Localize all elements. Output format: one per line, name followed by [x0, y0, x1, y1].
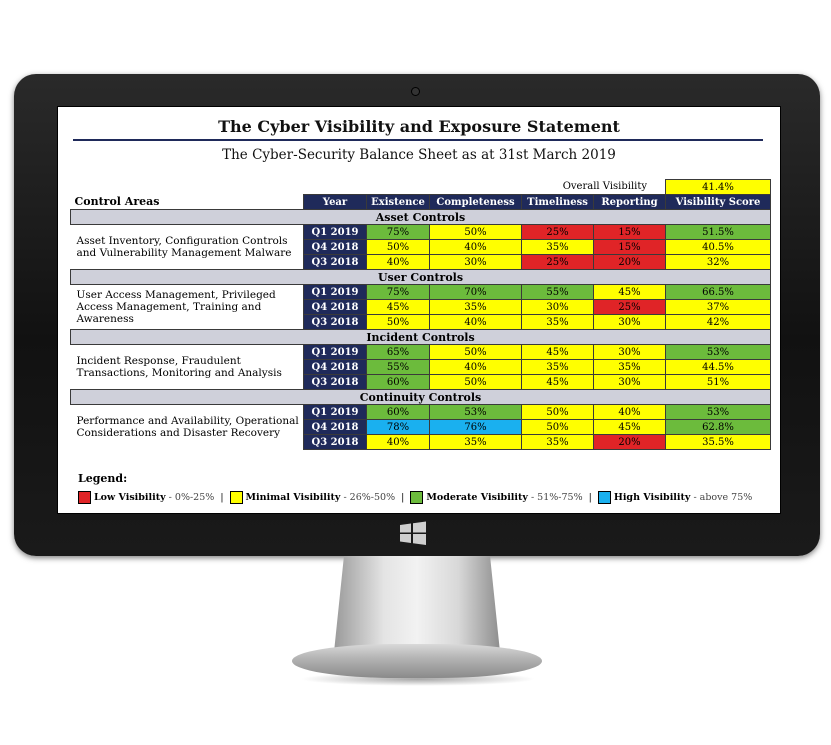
legend-swatch	[230, 491, 243, 504]
score-cell: 53%	[430, 405, 522, 420]
score-cell: 51.5%	[666, 225, 771, 240]
score-cell: 75%	[367, 225, 430, 240]
score-cell: 50%	[367, 240, 430, 255]
score-cell: 76%	[430, 420, 522, 435]
year-cell: Q3 2018	[304, 375, 367, 390]
score-cell: 75%	[367, 285, 430, 300]
score-cell: 50%	[522, 405, 594, 420]
score-cell: 35%	[430, 435, 522, 450]
control-area-description: Performance and Availability, Operational Considerations and Disaster Recovery	[76, 415, 299, 440]
table-row	[71, 345, 771, 360]
year-cell: Q1 2019	[304, 345, 367, 360]
legend-separator: |	[220, 492, 224, 503]
score-cell: 45%	[594, 285, 666, 300]
score-cell: 15%	[594, 225, 666, 240]
section-header-row	[71, 330, 771, 345]
score-cell: 40%	[430, 315, 522, 330]
legend-separator: |	[588, 492, 592, 503]
legend-label: Low Visibility	[94, 492, 166, 503]
year-cell: Q3 2018	[304, 435, 367, 450]
score-cell: 30%	[430, 255, 522, 270]
year-cell: Q3 2018	[304, 315, 367, 330]
windows-logo-icon	[398, 520, 428, 546]
legend-range: - above 75%	[690, 492, 753, 503]
year-cell: Q3 2018	[304, 255, 367, 270]
legend-range: - 51%-75%	[527, 492, 583, 503]
year-cell: Q1 2019	[304, 405, 367, 420]
overall-visibility-value: 41.4%	[666, 180, 771, 195]
header-reporting: Reporting	[594, 195, 666, 210]
legend-label: High Visibility	[613, 492, 691, 503]
legend-range: - 26%-50%	[340, 492, 396, 503]
section-header-row	[71, 390, 771, 405]
score-cell: 37%	[666, 300, 771, 315]
legend-label: Moderate Visibility	[426, 492, 528, 503]
score-cell: 53%	[666, 405, 771, 420]
score-cell: 50%	[430, 225, 522, 240]
score-cell: 35%	[594, 360, 666, 375]
header-visibility-score: Visibility Score	[666, 195, 771, 210]
year-cell: Q4 2018	[304, 420, 367, 435]
score-cell: 45%	[594, 420, 666, 435]
score-cell: 30%	[594, 345, 666, 360]
header-control-areas: Control Areas	[71, 195, 304, 210]
page-subtitle: The Cyber-Security Balance Sheet as at 31st March 2019	[222, 147, 616, 163]
screen	[57, 106, 781, 514]
score-cell: 50%	[430, 345, 522, 360]
table-row	[71, 405, 771, 420]
score-cell: 25%	[522, 225, 594, 240]
header-existence: Existence	[367, 195, 430, 210]
control-area-description: Asset Inventory, Configuration Controls and Vulnerability Management Malware	[76, 235, 292, 259]
year-cell: Q1 2019	[304, 285, 367, 300]
score-cell: 35%	[522, 435, 594, 450]
section-header-row	[71, 210, 771, 225]
score-cell: 40%	[367, 255, 430, 270]
score-cell: 40%	[367, 435, 430, 450]
score-cell: 51%	[666, 375, 771, 390]
control-area-description: User Access Management, Privileged Access Management, Training and Awareness	[76, 289, 276, 325]
score-cell: 30%	[594, 315, 666, 330]
page-title: The Cyber Visibility and Exposure Statement	[218, 117, 620, 136]
legend-label: Minimal Visibility	[245, 492, 341, 503]
legend-swatch	[410, 491, 423, 504]
legend-item	[230, 491, 396, 504]
score-cell: 25%	[522, 255, 594, 270]
score-cell: 60%	[367, 375, 430, 390]
score-cell: 55%	[367, 360, 430, 375]
score-cell: 45%	[522, 345, 594, 360]
monitor-stand-neck	[334, 556, 500, 652]
year-cell: Q4 2018	[304, 240, 367, 255]
legend-item	[598, 491, 752, 504]
webcam-icon	[412, 88, 419, 95]
overall-visibility-row	[71, 180, 771, 195]
year-cell: Q1 2019	[304, 225, 367, 240]
year-cell: Q4 2018	[304, 300, 367, 315]
score-cell: 45%	[522, 375, 594, 390]
legend-separator: |	[401, 492, 405, 503]
legend-swatch	[78, 491, 91, 504]
score-cell: 60%	[367, 405, 430, 420]
score-cell: 35%	[430, 300, 522, 315]
score-cell: 45%	[367, 300, 430, 315]
section-header-row	[71, 270, 771, 285]
score-cell: 62.8%	[666, 420, 771, 435]
table-row	[71, 285, 771, 300]
score-cell: 30%	[522, 300, 594, 315]
score-cell: 55%	[522, 285, 594, 300]
score-cell: 50%	[430, 375, 522, 390]
visibility-table	[70, 179, 771, 450]
score-cell: 40.5%	[666, 240, 771, 255]
section-title: User Controls	[71, 270, 771, 285]
section-title: Incident Controls	[71, 330, 771, 345]
score-cell: 40%	[430, 240, 522, 255]
legend-item	[78, 491, 214, 504]
score-cell: 25%	[594, 300, 666, 315]
score-cell: 44.5%	[666, 360, 771, 375]
score-cell: 50%	[522, 420, 594, 435]
year-cell: Q4 2018	[304, 360, 367, 375]
overall-visibility-label: Overall Visibility	[562, 181, 648, 193]
score-cell: 40%	[430, 360, 522, 375]
score-cell: 20%	[594, 255, 666, 270]
legend	[78, 491, 758, 504]
score-cell: 70%	[430, 285, 522, 300]
legend-range: - 0%-25%	[165, 492, 215, 503]
score-cell: 30%	[594, 375, 666, 390]
score-cell: 42%	[666, 315, 771, 330]
score-cell: 35.5%	[666, 435, 771, 450]
score-cell: 50%	[367, 315, 430, 330]
score-cell: 35%	[522, 240, 594, 255]
section-title: Continuity Controls	[71, 390, 771, 405]
title-divider	[73, 139, 763, 141]
table-header	[71, 195, 771, 210]
score-cell: 66.5%	[666, 285, 771, 300]
score-cell: 20%	[594, 435, 666, 450]
score-cell: 40%	[594, 405, 666, 420]
score-cell: 32%	[666, 255, 771, 270]
score-cell: 15%	[594, 240, 666, 255]
legend-title: Legend:	[78, 472, 128, 485]
score-cell: 35%	[522, 360, 594, 375]
legend-item	[410, 491, 582, 504]
header-year: Year	[304, 195, 367, 210]
score-cell: 53%	[666, 345, 771, 360]
section-title: Asset Controls	[71, 210, 771, 225]
control-area-description: Incident Response, Fraudulent Transactions, Monitoring and Analysis	[76, 355, 282, 379]
score-cell: 35%	[522, 315, 594, 330]
legend-swatch	[598, 491, 611, 504]
table-row	[71, 225, 771, 240]
score-cell: 65%	[367, 345, 430, 360]
header-timeliness: Timeliness	[522, 195, 594, 210]
monitor-stand-base	[292, 644, 542, 678]
score-cell: 78%	[367, 420, 430, 435]
header-completeness: Completeness	[430, 195, 522, 210]
